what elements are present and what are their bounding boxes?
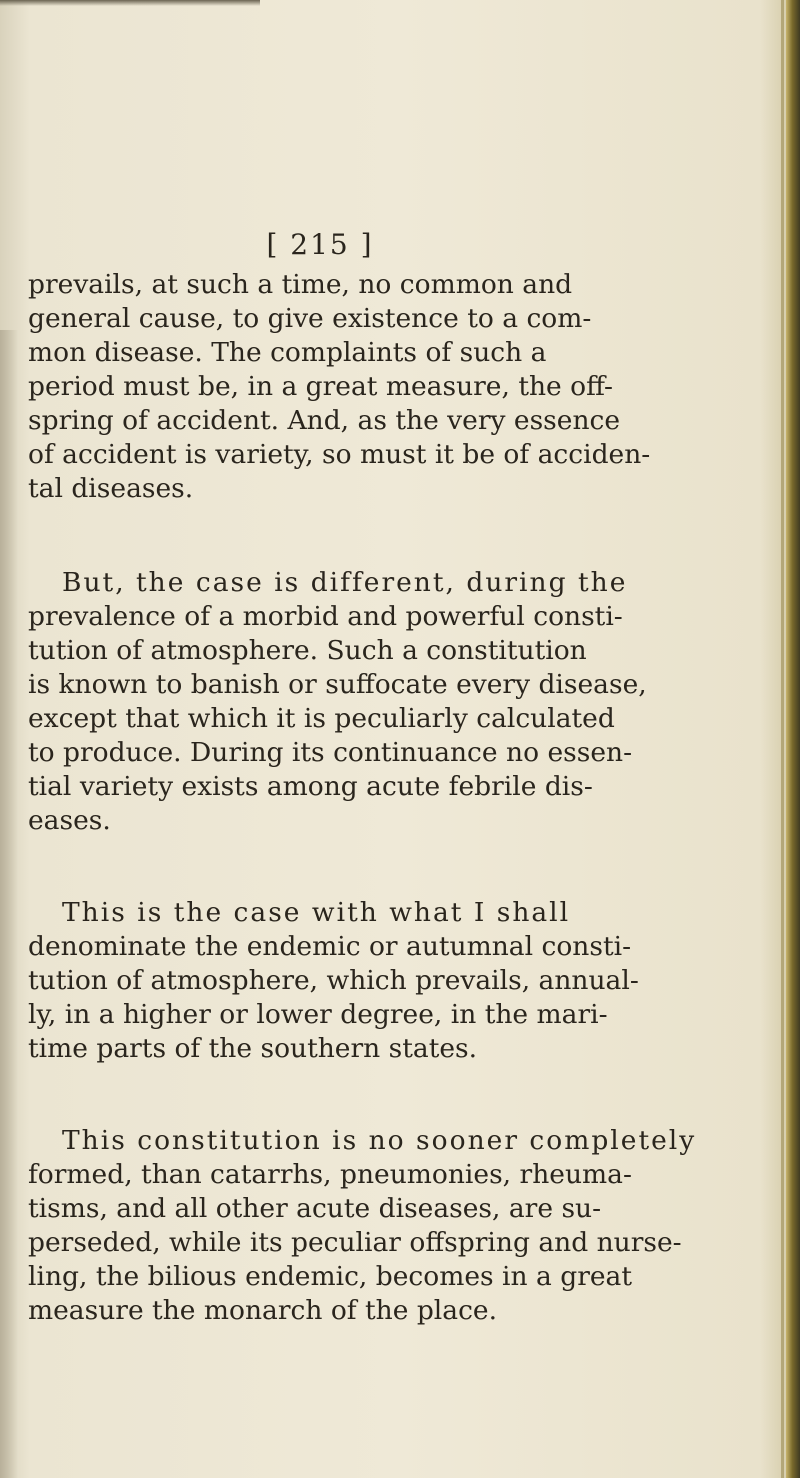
text-line: except that which it is peculiarly calculated [28, 703, 615, 734]
book-edge [786, 0, 800, 1478]
text-line: tution of atmosphere. Such a constitution [28, 635, 587, 666]
text-line: of accident is variety, so must it be of acciden- [28, 439, 651, 470]
text-line: perseded, while its peculiar offspring and nurse- [28, 1227, 682, 1258]
text-line: general cause, to give existence to a com- [28, 303, 592, 334]
text-line: mon disease. The complaints of such a [28, 337, 547, 368]
binding-shadow [0, 330, 18, 1478]
text-line: tisms, and all other acute diseases, are su- [28, 1193, 602, 1224]
text-line: spring of accident. And, as the very essence [28, 405, 621, 436]
text-line: ling, the bilious endemic, becomes in a great [28, 1261, 633, 1292]
text-line: tution of atmosphere, which prevails, annual- [28, 965, 639, 996]
text-line: eases. [28, 805, 111, 836]
text-line: measure the monarch of the place. [28, 1295, 498, 1326]
text-line: prevails, at such a time, no common and [28, 269, 573, 300]
text-line: period must be, in a great measure, the off- [28, 371, 613, 402]
text-line: tal diseases. [28, 473, 194, 504]
text-line: This is the case with what I shall [62, 897, 571, 928]
text-line: This constitution is no sooner completely [62, 1125, 697, 1156]
text-line: is known to banish or suffocate every disease, [28, 669, 647, 700]
page-number-header: [ 215 ] [266, 228, 374, 261]
text-line: tial variety exists among acute febrile dis- [28, 771, 593, 802]
page-edge-line [781, 0, 784, 1478]
text-line: prevalence of a morbid and powerful consti- [28, 601, 623, 632]
text-line: to produce. During its continuance no essen- [28, 737, 633, 768]
text-line: time parts of the southern states. [28, 1033, 478, 1064]
text-line: But, the case is different, during the [62, 567, 628, 598]
text-line: denominate the endemic or autumnal consti- [28, 931, 632, 962]
text-line: formed, than catarrhs, pneumonies, rheuma- [28, 1159, 632, 1190]
text-line: ly, in a higher or lower degree, in the mari- [28, 999, 608, 1030]
top-edge-shadow [0, 0, 260, 6]
